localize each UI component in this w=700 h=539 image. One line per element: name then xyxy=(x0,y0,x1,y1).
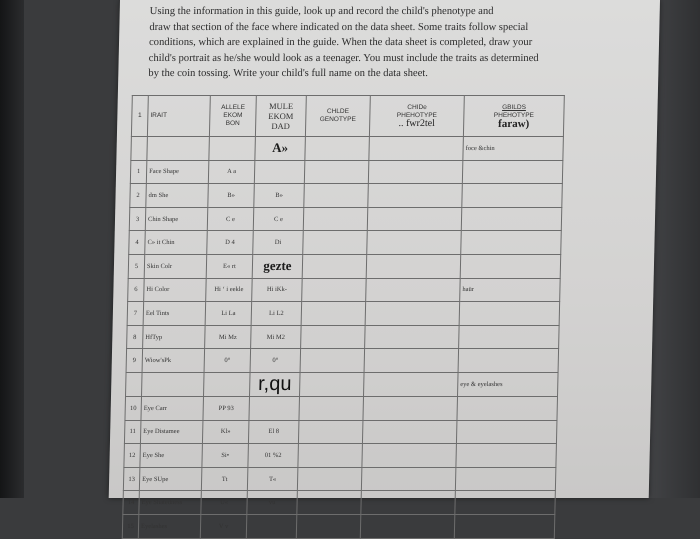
row-trait: Eyelashes xyxy=(138,514,201,538)
row-child-genotype xyxy=(300,349,365,373)
row-allele-mom xyxy=(204,372,251,396)
row-child-genotype xyxy=(298,444,363,468)
row-child-genotype xyxy=(297,491,362,515)
row-number: 9 xyxy=(126,349,143,373)
row-allele-dad: Di xyxy=(253,231,304,255)
row-allele-mom: A a xyxy=(208,160,255,184)
row-child-genotype xyxy=(305,137,370,161)
row-trait: Hi Color xyxy=(144,278,207,302)
row-number: 14 xyxy=(123,491,140,515)
row-allele-mom: Kl» xyxy=(202,420,249,444)
row-number: 1 xyxy=(130,160,147,184)
row-child-phenotype xyxy=(366,254,461,278)
row-number: 4 xyxy=(129,231,146,255)
data-sheet-table xyxy=(122,95,565,539)
row-trait: dm She xyxy=(146,184,209,208)
row-child-phenotype xyxy=(364,372,459,396)
worksheet-paper xyxy=(109,0,660,530)
row-child-genotype xyxy=(302,278,367,302)
row-child-phenotype xyxy=(361,467,456,491)
row-number: 15 xyxy=(122,514,139,538)
row-number: 13 xyxy=(123,467,140,491)
row-trait: HfTyp xyxy=(143,325,206,349)
row-phenotype-note xyxy=(457,396,558,420)
row-number: 5 xyxy=(128,254,145,278)
row-trait: Eye Distamee xyxy=(140,420,203,444)
row-child-phenotype xyxy=(364,349,459,373)
row-child-phenotype xyxy=(362,420,457,444)
row-allele-mom: Mi Mz xyxy=(205,325,252,349)
instruction-line: conditions, which are explained in the guide. When the data sheet is completed, draw your xyxy=(148,37,533,48)
row-allele-dad: Li L2 xyxy=(251,302,302,326)
row-child-genotype xyxy=(298,420,363,444)
row-child-phenotype xyxy=(360,514,455,538)
header-allele: ALLELE EKOM BON xyxy=(209,96,256,137)
row-allele-dad xyxy=(254,160,305,184)
row-child-phenotype xyxy=(368,184,463,208)
table-row xyxy=(130,160,563,184)
row-trait: Eye Shatedness xyxy=(139,491,202,515)
background-left-edge xyxy=(0,0,24,498)
row-allele-dad: gezte xyxy=(252,254,303,278)
table-row xyxy=(125,396,558,420)
row-number xyxy=(131,137,148,161)
row-child-genotype xyxy=(304,184,369,208)
row-child-phenotype xyxy=(361,491,456,515)
row-allele-mom: Li La xyxy=(205,302,252,326)
table-row xyxy=(126,372,559,396)
row-child-phenotype xyxy=(365,302,460,326)
row-phenotype-note: foce &chin xyxy=(463,137,564,161)
row-number: 10 xyxy=(125,396,142,420)
row-phenotype-note xyxy=(462,160,563,184)
row-trait: C» it Chin xyxy=(145,231,208,255)
instruction-line: draw that section of the face where indicated on the data sheet. Some traits follow special xyxy=(149,21,529,33)
row-allele-mom: E« rt xyxy=(206,254,253,278)
row-trait: Eye She xyxy=(140,444,203,468)
row-child-phenotype xyxy=(363,396,458,420)
row-trait: Eye SUpe xyxy=(139,467,202,491)
row-number: 3 xyxy=(129,207,146,231)
row-allele-mom: Tt xyxy=(201,467,248,491)
table-row xyxy=(128,278,561,302)
row-child-genotype xyxy=(296,514,361,538)
row-trait: Eye Carr xyxy=(141,396,204,420)
table-row xyxy=(131,137,564,161)
row-number: 6 xyxy=(128,278,145,302)
row-allele-dad: 0° xyxy=(250,349,301,373)
header-trait: IRAIT xyxy=(147,96,210,137)
row-trait: Face Shape xyxy=(146,160,209,184)
row-child-genotype xyxy=(301,325,366,349)
row-allele-mom: V v xyxy=(200,514,247,538)
instruction-line: by the coin tossing. Write your child's full name on the data sheet. xyxy=(148,68,429,79)
row-allele-dad: vu xyxy=(247,491,298,515)
table-row xyxy=(124,420,557,444)
header-num: 1 xyxy=(131,96,148,137)
table-row xyxy=(122,514,555,538)
row-phenotype-note xyxy=(461,231,562,255)
row-trait: Wiow'sPk xyxy=(142,349,205,373)
row-allele-mom xyxy=(209,137,256,161)
row-allele-dad: B» xyxy=(254,184,305,208)
row-number: 2 xyxy=(130,184,147,208)
row-phenotype-note xyxy=(454,514,555,538)
row-allele-dad: C e xyxy=(253,207,304,231)
row-phenotype-note xyxy=(458,349,559,373)
row-allele-dad xyxy=(249,396,300,420)
table-row xyxy=(128,254,561,278)
header-child-phenotype: CHIDe PHEHOTYPE .. fwr2tel xyxy=(369,96,464,137)
row-child-phenotype xyxy=(367,231,462,255)
table-header-row xyxy=(131,96,564,137)
row-allele-mom: Si• xyxy=(202,444,249,468)
table-row xyxy=(127,302,560,326)
row-number: 12 xyxy=(124,444,141,468)
row-phenotype-note xyxy=(456,444,557,468)
row-allele-dad: r,qu xyxy=(250,372,301,396)
table-row xyxy=(130,184,563,208)
row-phenotype-note xyxy=(455,467,556,491)
row-child-genotype xyxy=(301,302,366,326)
row-allele-dad: Hi iKk- xyxy=(252,278,303,302)
row-allele-mom: U« xyxy=(201,491,248,515)
row-phenotype-note xyxy=(459,302,560,326)
row-number: 7 xyxy=(127,302,144,326)
row-trait: Eel Tints xyxy=(143,302,206,326)
row-child-genotype xyxy=(297,467,362,491)
row-child-genotype xyxy=(302,254,367,278)
row-child-phenotype xyxy=(367,207,462,231)
table-row xyxy=(127,325,560,349)
row-phenotype-note xyxy=(456,420,557,444)
row-child-phenotype xyxy=(369,137,464,161)
row-child-phenotype xyxy=(362,444,457,468)
row-allele-mom: Hi ‘ i eekle xyxy=(206,278,253,302)
header-genotype: CHLDE GENOTYPE xyxy=(305,96,370,137)
row-child-genotype xyxy=(304,160,369,184)
row-phenotype-note xyxy=(455,491,556,515)
row-number xyxy=(126,372,143,396)
row-child-phenotype xyxy=(365,325,460,349)
row-phenotype-note: eye & eyelashes xyxy=(458,372,559,396)
row-child-genotype xyxy=(303,207,368,231)
row-number: 11 xyxy=(124,420,141,444)
row-child-genotype xyxy=(303,231,368,255)
table-body xyxy=(122,137,563,539)
row-child-genotype xyxy=(299,396,364,420)
row-allele-dad: 01 %2 xyxy=(248,444,299,468)
row-child-genotype xyxy=(300,372,365,396)
instructions-text xyxy=(148,4,590,82)
row-allele-dad xyxy=(246,514,297,538)
table-row xyxy=(123,467,556,491)
row-allele-dad: El 8 xyxy=(248,420,299,444)
row-allele-mom: C e xyxy=(207,207,254,231)
row-number: 8 xyxy=(127,325,144,349)
row-trait: Skin Colr xyxy=(144,254,207,278)
table-row xyxy=(129,207,562,231)
row-phenotype-note xyxy=(461,207,562,231)
table-row xyxy=(129,231,562,255)
header-mule: MULE EKOM DAD xyxy=(255,96,306,137)
row-allele-mom: D 4 xyxy=(207,231,254,255)
row-phenotype-note: haür xyxy=(460,278,561,302)
row-phenotype-note xyxy=(459,325,560,349)
row-allele-mom: PP 93 xyxy=(203,396,250,420)
row-trait xyxy=(147,137,210,161)
instruction-line: Using the information in this guide, look up and record the child's phenotype and xyxy=(149,6,494,17)
row-child-phenotype xyxy=(368,160,463,184)
row-trait xyxy=(142,372,205,396)
table-row xyxy=(124,444,557,468)
header-parent-phenotype: GBILDS PHEHOTYPE faraw) xyxy=(463,96,564,137)
table-row xyxy=(126,349,559,373)
row-allele-dad: A» xyxy=(255,137,306,161)
row-allele-dad: T« xyxy=(247,467,298,491)
row-phenotype-note xyxy=(462,184,563,208)
row-child-phenotype xyxy=(366,278,461,302)
row-phenotype-note xyxy=(460,254,561,278)
row-allele-dad: Mi M2 xyxy=(251,325,302,349)
row-allele-mom: B» xyxy=(208,184,255,208)
row-trait: Chin Shape xyxy=(145,207,208,231)
row-allele-mom: 0° xyxy=(204,349,251,373)
table-row xyxy=(123,491,556,515)
instruction-line: child's portrait as he/she would look as a teenager. You must include the traits as determined xyxy=(148,52,539,64)
